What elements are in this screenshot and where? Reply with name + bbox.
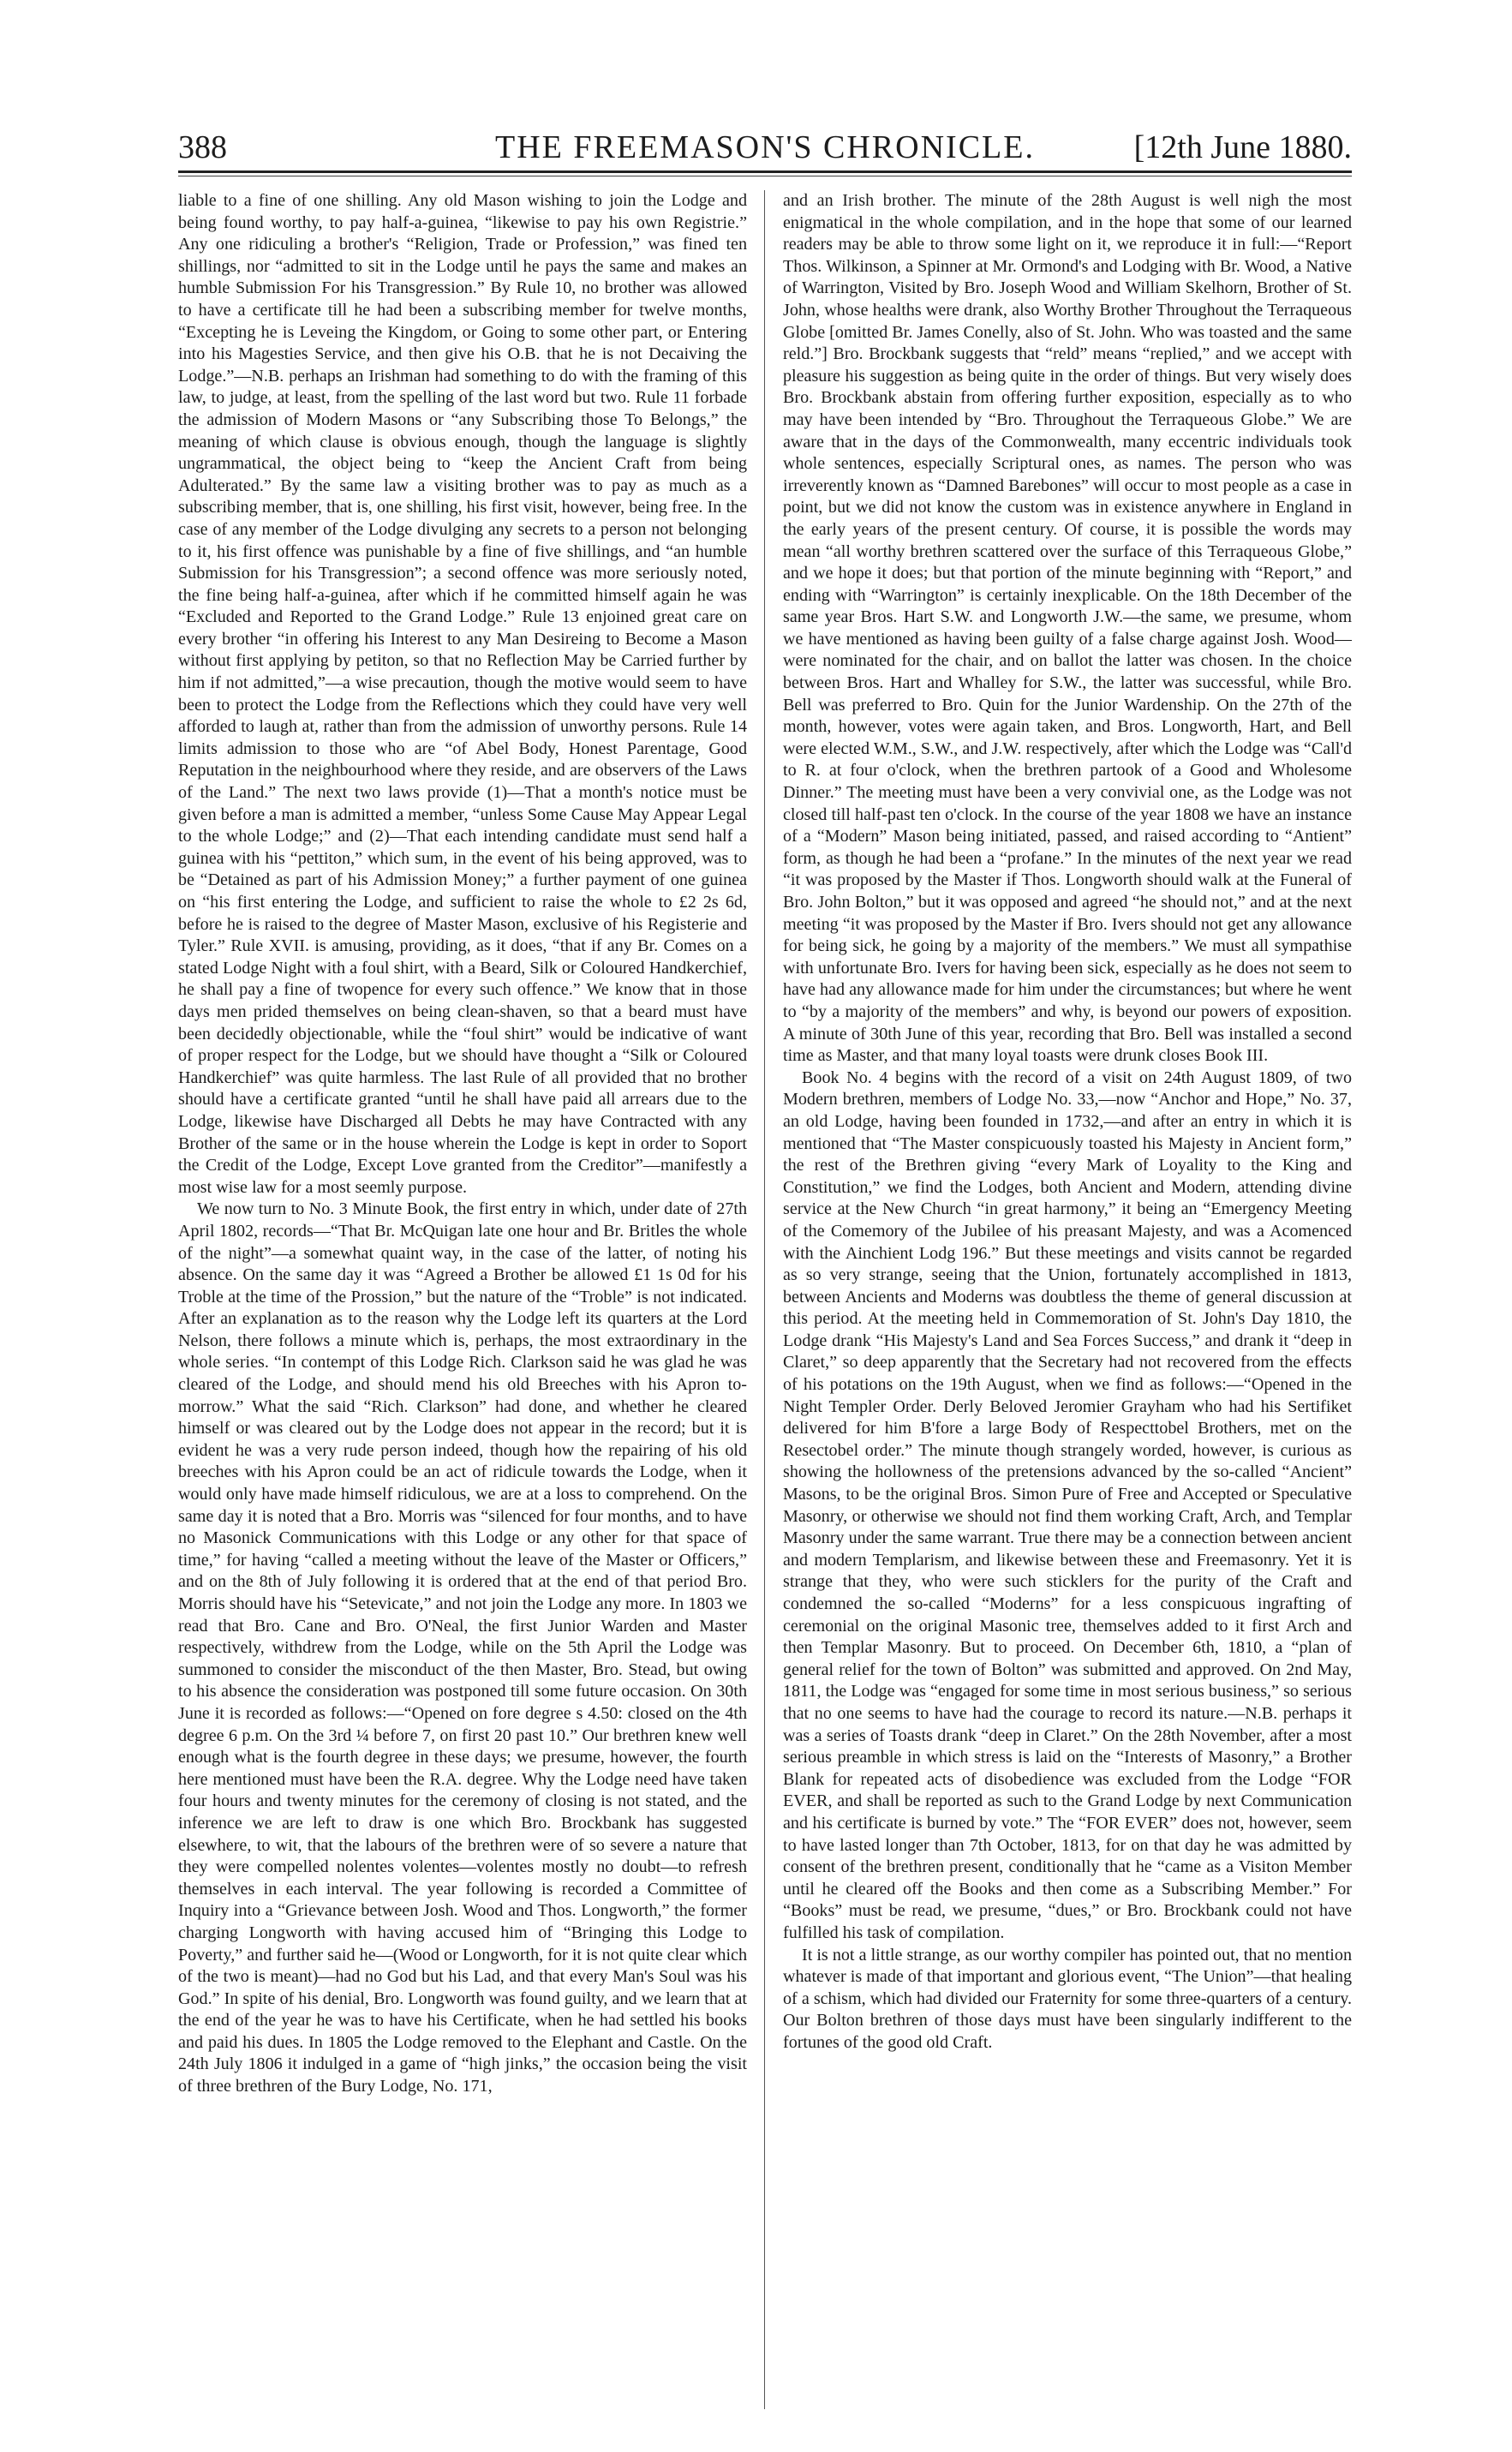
masthead [178,129,1352,166]
page-number: 388 [178,129,227,165]
issue-date: [12th June 1880. [1133,129,1352,165]
header-rule [178,170,1352,173]
paragraph: We now turn to No. 3 Minute Book, the first entry in which, under date of 27th April 1802, records—“That Br. McQuigan late one hour and Br. Britles the whole of the night”—a somewhat quaint way, in the case of the latter, of noting his absence. On the same day it was “Agreed a Brother be allowed £1 1s 0d for his Troble at the time of the Prossion,” but the nature of the “Troble” is not indicated. After an explanation as to the reason why the Lodge left its quarters at the Lord Nelson, there follows a minute which is, perhaps, the most extraordinary in the whole series. “In contempt of this Lodge Rich. Clarkson said he was glad he was cleared of the Lodge, and should mend his old Breeches with his Apron to-morrow.” What the said “Rich. Clarkson” had done, and whether he cleared himself or was cleared out by the Lodge does not appear in the record; but it is evident he was a very rude person indeed, though how the repairing of his old breeches with his Apron could be an act of ridicule towards the Lodge, when it would only have made himself ridiculous, we are at a loss to comprehend. On the same day it is noted that a Bro. Morris was “silenced for four months, and to have no Masonick Communications with this Lodge or any other for that space of time,” for having “called a meeting without the leave of the Master or Officers,” and on the 8th of July following it is ordered that at the end of that period Bro. Morris should have his “Setevicate,” and not join the Lodge any more. In 1803 we read that Bro. Cane and Bro. O'Neal, the first Junior Warden and Master respectively, withdrew from the Lodge, while on the 5th April the Lodge was summoned to consider the misconduct of the then Master, Bro. Stead, but owing to his absence the consideration was postponed till some future occasion. On 30th June it is recorded as follows:—“Opened on fore degree s 4.50: closed on the 4th degree 6 p.m. On the 3rd ¼ before 7, on first 20 past 10.” Our brethren knew well enough what is the fourth degree in these days; we presume, however, the fourth here mentioned must have been the R.A. degree. Why the Lodge need have taken four hours and twenty minutes for the ceremony of closing is not stated, and the inference we are left to draw is one which Bro. Brockbank has suggested elsewhere, to wit, that the labours of the brethren were of so severe a nature that they were compelled nolentes volentes—volentes mostly no doubt—to refresh themselves in each interval. The year following is recorded a Committee of Inquiry into a “Grievance between Josh. Wood and Thos. Longworth,” the former charging Longworth with having accused him of “Bringing this Lodge to Poverty,” and further said he—(Wood or Longworth, for it is not quite clear which of the two is meant)—had no God but his Lad, and that every Man's Soul was his God.” In spite of his denial, Bro. Longworth was found guilty, and we learn that at the end of the year he was to have his Certificate, when he had settled his books and paid his dues. In 1805 the Lodge removed to the Elephant and Castle. On the 24th July 1806 it indulged in a game of “high jinks,” the occasion being the visit of three brethren of the Bury Lodge, No. 171, [178,1199,747,2096]
publication-title: THE FREEMASON'S CHRONICLE. [495,129,1035,165]
paragraph: It is not a little strange, as our worthy compiler has pointed out, that no mention whatever is made of that important and glorious event, “The Union”—that healing of a schism, which had divided our Fraternity for some three-quarters of a century. Our Bolton brethren of those days must have been singularly indifferent to the fortunes of the good old Craft. [783,1945,1352,2052]
right-column [783,190,1352,2409]
left-column [178,190,747,2409]
paragraph: liable to a fine of one shilling. Any old Mason wishing to join the Lodge and being found worthy, to pay half-a-guinea, “likewise to pay his own Registrie.” Any one ridiculing a brother's “Religion, Trade or Profession,” was fined ten shillings, nor “admitted to sit in the Lodge until he pays the same and makes an humble Submission For his Transgression.” By Rule 10, no brother was allowed to have a certificate till he had been a subscribing member for twelve months, “Excepting he is Leveing the Kingdom, or Going to some other part, or Entering into his Magesties Service, and then give his O.B. that he is not Decaiving the Lodge.”—N.B. perhaps an Irishman had something to do with the framing of this law, to judge, at least, from the spelling of the last word but two. Rule 11 forbade the admission of Modern Masons or “any Subscribing those To Belongs,” the meaning of which clause is obvious enough, though the language is slightly ungrammatical, the object being to “keep the Ancient Craft from being Adulterated.” By the same law a visiting brother was to pay as much as a subscribing member, that is, one shilling, his first visit, however, being free. In the case of any member of the Lodge divulging any secrets to a person not belonging to it, his first offence was punishable by a fine of five shillings, and “an humble Submission for his Transgression”; a second offence was more seriously noted, the fine being half-a-guinea, after which if he committed himself again he was “Excluded and Reported to the Grand Lodge.” Rule 13 enjoined great care on every brother “in offering his Interest to any Man Desireing to Become a Mason without first applying by petiton, so that no Reflection May be Carried further by him if not admitted,”—a wise precaution, though the motive would seem to have been to protect the Lodge from the Reflections which they could have very well afforded to laugh at, rather than from the admission of unworthy persons. Rule 14 limits admission to those who are “of Abel Body, Honest Parentage, Good Reputation in the neighbourhood where they reside, and are observers of the Laws of the Land.” The next two laws provide (1)—That a month's notice must be given before a man is admitted a member, “unless Some Cause May Appear Legal to the whole Lodge;” and (2)—That each intending candidate must send half a guinea with his “pettiton,” which sum, in the event of his being approved, was to be “Detained as part of his Admission Money;” a further payment of one guinea on “his first entering the Lodge, and sufficient to raise the whole to £2 2s 6d, before he is raised to the degree of Master Mason, exclusive of his Registerie and Tyler.” Rule XVII. is amusing, providing, as it does, “that if any Br. Comes on a stated Lodge Night with a foul shirt, with a Beard, Silk or Coloured Handkerchief, he shall pay a fine of twopence for every such offence.” We know that in those days men prided themselves on being clean-shaven, so that a beard must have been decidedly objectionable, while the “foul shirt” would be indicative of want of proper respect for the Lodge, but we should have thought a “Silk or Coloured Handkerchief” was quite harmless. The last Rule of all provided that no brother should have a certificate granted “until he shall have paid all arrears due to the Lodge, likewise have Discharged all Debts he may have Contracted with any Brother of the same or in the house wherein the Lodge is kept in order to Soport the Credit of the Lodge, Except Love granted from the Creditor”—manifestly a most wise law for a most seemly purpose. [178,191,747,1197]
column-divider [764,190,765,2409]
paragraph: Book No. 4 begins with the record of a visit on 24th August 1809, of two Modern brethren, members of Lodge No. 33,—now “Anchor and Hope,” No. 37, an old Lodge, having been founded in 1732,—and after an entry in which it is mentioned that “The Master conspicuously toasted his Majesty in Ancient form,” the rest of the Brethren giving “every Mark of Loyality to the King and Constitution,” we find the Lodges, both Ancient and Modern, attending divine service at the New Church “in great harmony,” it being an “Emergency Meeting of the Comemory of the Jubilee of his preasant Majesty, and was a Acomenced with the Ainchient Lodg 196.” But these meetings and visits cannot be regarded as so very strange, seeing that the Union, fortunately accomplished in 1813, between Ancients and Moderns was doubtless the theme of general discussion at this period. At the meeting held in Commemoration of St. John's Day 1810, the Lodge drank “His Majesty's Land and Sea Forces Success,” and drank it “deep in Claret,” so deep apparently that the Secretary had not recovered from the effects of his potations on the 19th August, when we find as follows:—“Opened in the Night Templer Order. Derly Beloved Jeromier Grayham who had his Sertifiket delivered for him B'fore a large Body of Respecttobel Brothers, met on the Resectobel order.” The minute though strangely worded, however, is curious as showing the hollowness of the pretensions advanced by the so-called “Ancient” Masons, to be the original Bros. Simon Pure of Free and Accepted or Speculative Masonry, or otherwise we should not find them working Craft, Arch, and Templar Masonry under the same warrant. True there may be a connection between ancient and modern Templarism, and likewise between these and Freemasonry. Yet it is strange that they, who were such sticklers for the purity of the Craft and condemned the so-called “Moderns” for a less conspicuous ingrafting of ceremonial on the original Masonic tree, themselves added to it first Arch and then Templar Masonry. But to proceed. On December 6th, 1810, a “plan of general relief for the town of Bolton” was submitted and approved. On 2nd May, 1811, the Lodge was “engaged for some time in most serious business,” so serious that no one seems to have had the courage to record its nature.—N.B. perhaps it was a series of Toasts drank “deep in Claret.” On the 28th November, after a most serious preamble in which stress is laid on the “Interests of Masonry,” a Brother Blank for repeated acts of disobedience was excluded from the Lodge “FOR EVER, and shall be reported as such to the Grand Lodge by next Communication and his certificate is burned by vote.” The “FOR EVER” does not, however, seem to have lasted longer than 7th October, 1813, for on that day he was admitted by consent of the brethren present, conditionally that he “came as a Visiton Member until he cleared off the Books and then come as a Subscribing Member.” For “Books” must be read, we presume, “dues,” or Bro. Brockbank could not have fulfilled his task of compilation. [783,1068,1352,1942]
paragraph: and an Irish brother. The minute of the 28th August is well nigh the most enigmatical in the whole compilation, and in the hope that some of our learned readers may be able to throw some light on it, we reproduce it in full:—“Report Thos. Wilkinson, a Spinner at Mr. Ormond's and Lodging with Br. Wood, a Native of Warrington, Visited by Bro. Joseph Wood and William Skelhorn, Brother of St. John, whose healths were drank, also Worthy Brother Throughout the Terraqueous Globe [omitted Br. James Conelly, also of St. John. Who was toasted and the same reld.”] Bro. Brockbank suggests that “reld” means “replied,” and we accept with pleasure his suggestion as being quite in the order of things. But very wisely does Bro. Brockbank abstain from offering further exposition, especially as to who may have been intended by “Bro. Throughout the Terraqueous Globe.” We are aware that in the days of the Commonwealth, many eccentric individuals took whole sentences, especially Scriptural ones, as names. The person who was irreverently known as “Damned Barebones” will occur to most people as a case in point, but we did not know the custom was in existence anywhere in England in the early years of the present century. Of course, it is possible the words may mean “all worthy brethren scattered over the surface of this Terraqueous Globe,” and we hope it does; but that portion of the minute beginning with “Report,” and ending with “Warrington” is certainly inexplicable. On the 18th December of the same year Bros. Hart S.W. and Longworth J.W.—the same, we presume, whom we have mentioned as having been guilty of a false charge against Josh. Wood—were nominated for the chair, and on ballot the latter was chosen. In the choice between Bros. Hart and Whalley for S.W., the latter was successful, while Bro. Bell was preferred to Bro. Quin for the Junior Wardenship. On the 27th of the month, however, votes were again taken, and Bros. Longworth, Hart, and Bell were elected W.M., S.W., and J.W. respectively, after which the Lodge was “Call'd to R. at four o'clock, when the brethren partook of a Good and Wholesome Dinner.” The meeting must have been a very convivial one, as the Lodge was not closed till half-past ten o'clock. In the course of the year 1808 we have an instance of a “Modern” Mason being initiated, passed, and raised according to “Antient” form, as though he had been a “profane.” In the minutes of the next year we read “it was proposed by the Master if Thos. Longworth should walk at the Funeral of Bro. John Bolton,” but it was opposed and agreed “he should not,” and at the next meeting “it was proposed by the Master if Bro. Ivers should not get any allowance for being sick, he going by a majority of the members.” We must all sympathise with unfortunate Bro. Ivers for having been sick, especially as he does not seem to have had any allowance made for him under the circumstances; but where he went to “by a majority of the members” and why, is beyond our powers of exposition. A minute of 30th June of this year, recording that Bro. Bell was installed a second time as Master, and that many loyal toasts were drunk closes Book III. [783,191,1352,1066]
